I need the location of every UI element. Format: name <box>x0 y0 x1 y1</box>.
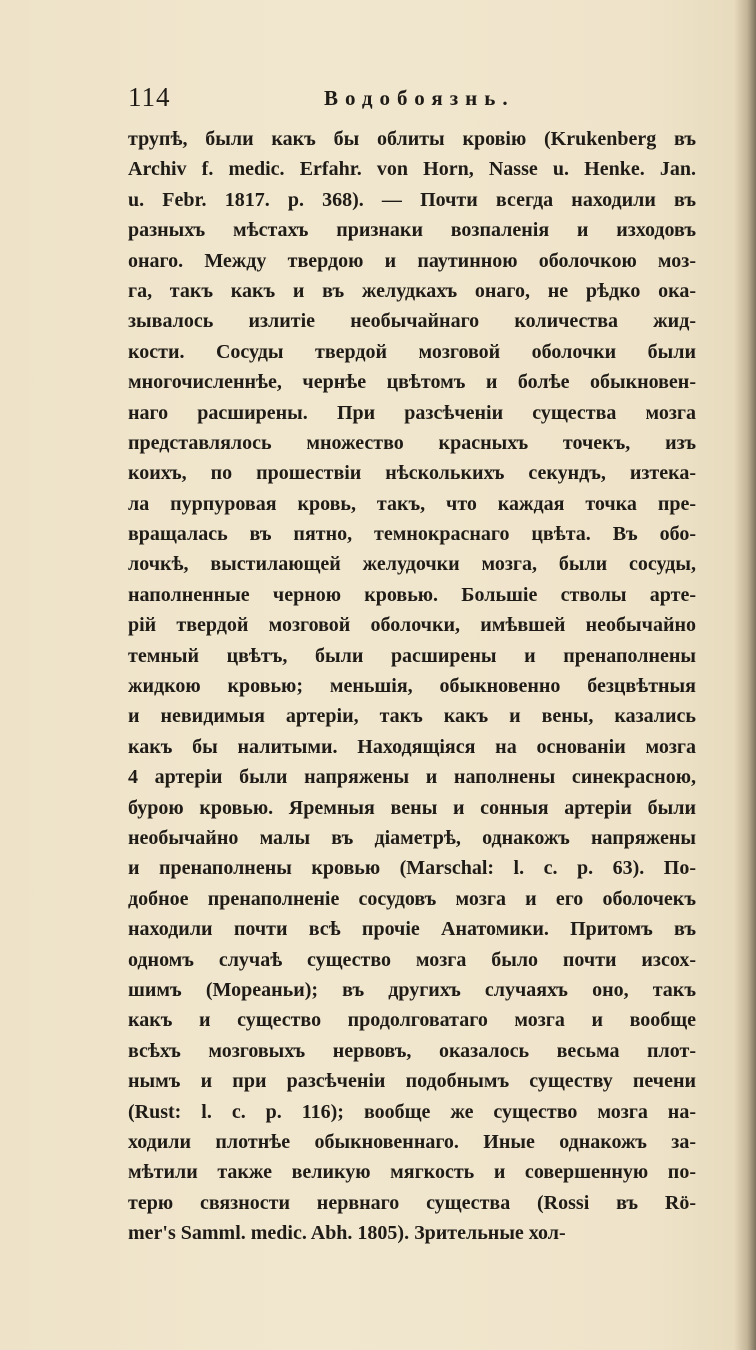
text-line: терю связности нервнаго существа (Rossi въ Rö- <box>128 1191 696 1214</box>
text-line: mer's Samml. medic. Abh. 1805). Зрительные хол- <box>128 1222 566 1245</box>
text-line: необычайно малы въ діаметрѣ, однакожъ напряжены <box>128 826 696 849</box>
text-line: га, такъ какъ и въ желудкахъ онаго, не рѣдко ока- <box>128 279 696 302</box>
book-spine-shadow <box>734 0 756 1350</box>
text-line: u. Febr. 1817. p. 368). — Почти всегда находили въ <box>128 188 696 211</box>
text-line: находили почти всѣ прочіе Анатомики. Притомъ въ <box>128 918 696 941</box>
text-line: жидкою кровью; меньшія, обыкновенно безцвѣтныя <box>128 675 696 698</box>
text-line: (Rust: l. c. p. 116); вообще же существо мозга на- <box>128 1100 696 1123</box>
text-line: и пренаполнены кровью (Marschal: l. c. p. 63). По- <box>128 857 696 880</box>
page-number: 114 <box>128 82 171 112</box>
text-line: нымъ и при разсѣченіи подобнымъ существу печени <box>128 1070 696 1093</box>
text-line: наполненные черною кровью. Большіе стволы арте- <box>128 583 696 606</box>
text-line: темный цвѣтъ, были расширены и пренаполнены <box>128 644 696 667</box>
text-line: представлялось множество красныхъ точекъ, изъ <box>128 431 696 454</box>
text-line: зывалось излитіе необычайнаго количества жид- <box>128 310 696 333</box>
text-line: и невидимыя артеріи, такъ какъ и вены, казались <box>128 705 696 728</box>
text-line: коихъ, по прошествіи нѣсколькихъ секундъ, изтека- <box>128 462 696 485</box>
text-line: кости. Сосуды твердой мозговой оболочки были <box>128 340 696 363</box>
text-line: всѣхъ мозговыхъ нервовъ, оказалось весьма плот- <box>128 1039 696 1062</box>
text-line: 4 артеріи были напряжены и наполнены синекрасною, <box>128 766 696 789</box>
text-line: какъ бы налитыми. Находящіяся на основаніи мозга <box>128 735 696 758</box>
text-line: онаго. Между твердою и паутинною оболочкою моз- <box>128 249 696 272</box>
text-line: шимъ (Мореаньи); въ другихъ случаяхъ оно, такъ <box>128 978 696 1001</box>
text-line: бурою кровью. Яремныя вены и сонныя артеріи были <box>128 796 696 819</box>
page-header <box>128 82 688 116</box>
text-line: какъ и существо продолговатаго мозга и вообще <box>128 1009 696 1032</box>
text-line: ходили плотнѣе обыкновеннаго. Иные однакожъ за- <box>128 1130 696 1153</box>
text-line: мѣтили также великую мягкость и совершенную по- <box>128 1161 696 1184</box>
text-line: многочисленнѣе, чернѣе цвѣтомъ и болѣе обыкновен- <box>128 371 696 394</box>
text-line: одномъ случаѣ существо мозга было почти изсох- <box>128 948 696 971</box>
text-line: добное пренаполненіе сосудовъ мозга и его оболочекъ <box>128 887 696 910</box>
text-line: вращалась въ пятно, темнокраснаго цвѣта. Въ обо- <box>128 523 696 546</box>
text-line: Archiv f. medic. Erfahr. von Horn, Nasse u. Henke. Jan. <box>128 158 696 181</box>
running-title: Водобоязнь. <box>324 86 515 110</box>
text-line: трупѣ, были какъ бы облиты кровію (Krukenberg въ <box>128 128 696 150</box>
text-line: рій твердой мозговой оболочки, имѣвшей необычайно <box>128 614 696 637</box>
text-line: лочкѣ, выстилающей желудочки мозга, были сосуды, <box>128 553 696 576</box>
text-line: наго расширены. При разсѣченіи существа мозга <box>128 401 696 424</box>
text-line: ла пурпуровая кровь, такъ, что каждая точка пре- <box>128 492 696 515</box>
text-line: разныхъ мѣстахъ признаки возпаленія и изходовъ <box>128 219 696 242</box>
body-text <box>128 124 696 1248</box>
